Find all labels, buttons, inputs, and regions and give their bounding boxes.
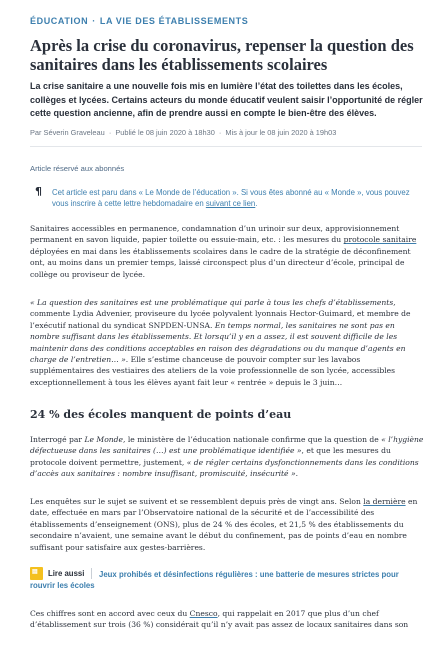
byline [30,128,336,137]
protocole-sanitaire-link[interactable]: protocole sanitaire [343,235,417,245]
breadcrumb-section[interactable]: ÉDUCATION [30,16,89,26]
paragraph-3: Interrogé par Le Monde, le ministère de l’éducation nationale confirme que la question de « l’hygiène défectueuse dans les sanitaires (…) est une problématique identifiée », et que les mesures du protocole doivent permettre, justement, « de régler certains dysfonctionnements dans les conditions d’accès aux sanitaires : nombre insuffisant, promiscuité, insécurité ». [30,435,424,479]
paragraph-2: « La question des sanitaires est une problématique qui parle à tous les chefs d’établissements, commente Lydia Advenier, proviseure du lycée polyvalent lyonnais Hector-Guimard, et membre de l’exécutif national du syndicat SNPDEN-UNSA. En temps normal, les sanitaires ne sont pas en nombre suffisant dans les établissements. Et lorsqu’il y en a assez, il est souvent difficile de les maintenir dans des conditions acceptables en raison des dégradations ou du manque d’agents en charge de l’entretien… ». Elle s’estime chanceuse de pouvoir compter sur les lavabos supplémentaires des vestiaires des ateliers de la voie professionnelle de son lycée, accessibles exceptionnellement à tous les élèves ayant fait leur « rentrée » depuis le 3 juin… [30,298,411,387]
breadcrumb [30,16,248,26]
newsletter-link[interactable]: suivant ce lien [205,199,256,208]
byline-separator: · [218,128,222,137]
updated-date: Mis à jour le 08 juin 2020 à 19h03 [225,128,337,137]
pilcrow-icon: ¶ [35,185,42,198]
notice-text: Cet article est paru dans « Le Monde de l’éducation ». Si vous êtes abonné au « Monde », vous pouvez vous inscrire à cette lettre hebdomadaire en suivant ce lien. [52,188,410,208]
cnesco-link[interactable]: Cnesco [189,609,218,618]
author[interactable]: Par Séverin Graveleau [30,128,105,137]
read-also-label: Lire aussi [48,569,85,578]
article-title: Après la crise du coronavirus, repenser la question des sanitaires dans les établissements scolaires [30,36,414,74]
section-heading: 24 % des écoles manquent de points d’eau [30,408,292,421]
article-lead: La crise sanitaire a une nouvelle fois mis en lumière l’état des toilettes dans les écoles, collèges et lycées. Certains acteurs du monde éducatif veulent saisir l’opportunité de régler cette question ancienne, afin de prendre aussi en compte le bien-être des élèves. [30,81,423,118]
breadcrumb-separator: · [92,16,96,26]
paragraph-4: Les enquêtes sur le sujet se suivent et se ressemblent depuis près de vingt ans. Selon la dernière en date, effectuée en mars par l’Observatoire national de la sécurité et de l’accessibilité des établissements d’enseignement (ONS), plus de 24 % des écoles, et 21,5 % des établissements du secondaire n’avaient, une semaine avant le début du confinement, pas de points d’eau en nombre suffisant pour satisfaire aux gestes-barrières. [30,497,418,552]
paragraph-5: Ces chiffres sont en accord avec ceux du Cnesco, qui rappelait en 2017 que plus d’un chef d’établissement sur trois (36 %) considérait qu’il n’y avait pas assez de locaux sanitaires dans son [30,609,409,630]
la-derniere-link[interactable]: la dernière [363,497,406,506]
paragraph-1: Sanitaires accessibles en permanence, condamnation d’un urinoir sur deux, approvisionnement permanent en savon liquide, papier toilette ou essuie-main, etc. : les mesures du protocole sanitaire déployées en mai dans les établissements scolaires dans le cadre de la stratégie de déconfinement ont, au moins dans un premier temps, laissé circonspect plus d’un directeur d’école, principal de collège ou proviseur de lycée. [30,224,417,279]
published-date: Publié le 08 juin 2020 à 18h30 [115,128,215,137]
breadcrumb-subsection[interactable]: LA VIE DES ÉTABLISSEMENTS [99,16,249,26]
subscriber-badge: Article réservé aux abonnés [30,164,125,173]
byline-separator: · [108,128,112,137]
article-icon: ▤ [30,567,43,580]
read-also-link[interactable]: Jeux prohibés et désinfections régulières : une batterie de mesures strictes pour rouvrir les écoles [30,570,399,590]
divider [30,146,422,147]
read-also-divider [91,568,92,579]
